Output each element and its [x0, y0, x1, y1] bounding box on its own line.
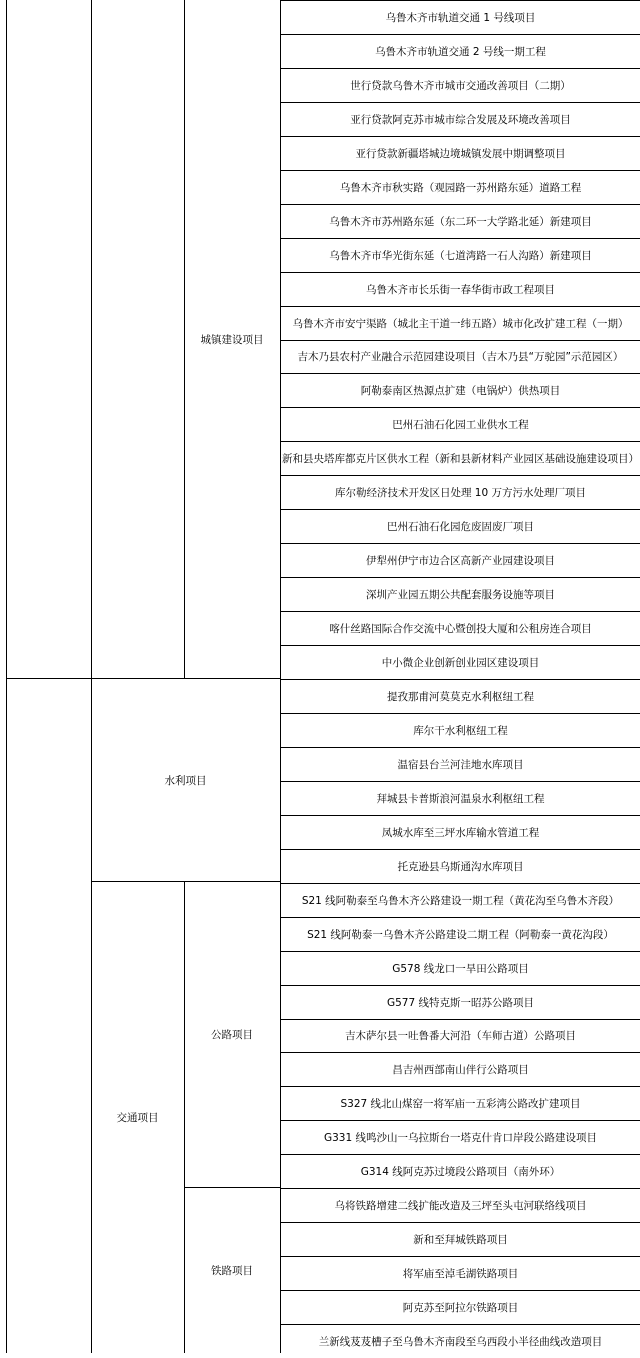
column-divider [91, 0, 92, 1353]
project-row: 中小微企业创新创业园区建设项目 [381, 657, 540, 670]
column-divider [184, 0, 185, 678]
project-row: 阿克苏至阿拉尔铁路项目 [402, 1302, 519, 1315]
section-divider [184, 1187, 280, 1188]
section-divider [6, 678, 280, 679]
row-divider [280, 815, 640, 816]
project-row: 拜城县卡普斯浪河温泉水利枢纽工程 [376, 792, 545, 805]
row-divider [280, 1052, 640, 1053]
row-divider [280, 1222, 640, 1223]
row-divider [280, 102, 640, 103]
row-divider [280, 849, 640, 850]
row-divider [280, 1019, 640, 1020]
row-divider [280, 34, 640, 35]
project-row: 凤城水库至三坪水库输水管道工程 [381, 826, 540, 839]
row-divider [280, 679, 640, 680]
project-row: 吉木乃县农村产业融合示范园建设项目（吉木乃县“万驼园”示范园区） [297, 351, 624, 364]
row-divider [280, 747, 640, 748]
project-row: 兰新线芨芨槽子至乌鲁木齐南段至乌西段小半径曲线改造项目 [318, 1336, 603, 1349]
project-row: 亚行贷款阿克苏市城市综合发展及环境改善项目 [350, 113, 571, 126]
category-road: 公路项目 [211, 1029, 253, 1041]
section-divider [91, 881, 280, 882]
project-row: 阿勒泰南区热源点扩建（电锅炉）供热项目 [360, 385, 561, 398]
column-divider [6, 0, 7, 1353]
row-divider [280, 204, 640, 205]
project-row: G578 线龙口一旱田公路项目 [392, 962, 529, 975]
row-divider [280, 136, 640, 137]
project-row: 温宿县台兰河洼地水库项目 [397, 758, 524, 771]
project-row: 乌鲁木齐市长乐街一春华街市政工程项目 [366, 283, 555, 296]
row-divider [280, 1324, 640, 1325]
row-divider [280, 170, 640, 171]
project-row: G331 线鸣沙山一乌拉斯台一塔克什肯口岸段公路建设项目 [323, 1132, 597, 1145]
column-divider [280, 0, 281, 1353]
row-divider [280, 306, 640, 307]
project-row: 库尔干水利枢纽工程 [413, 724, 508, 737]
project-row: 亚行贷款新疆塔城边境城镇发展中期调整项目 [355, 147, 566, 160]
project-row: 乌鲁木齐市华光街东延（七道湾路一石人沟路）新建项目 [329, 249, 592, 262]
row-divider [280, 1154, 640, 1155]
row-divider [280, 543, 640, 544]
row-divider [280, 407, 640, 408]
project-row: G314 线阿克苏过境段公路项目（南外环） [360, 1166, 561, 1179]
project-row: 伊犁州伊宁市边合区高新产业园建设项目 [366, 555, 555, 568]
row-divider [280, 238, 640, 239]
row-divider [280, 951, 640, 952]
row-divider [280, 611, 640, 612]
project-row: 提孜那甫河莫莫克水利枢纽工程 [387, 690, 534, 703]
row-divider [280, 985, 640, 986]
project-row: 昌吉州西部南山伴行公路项目 [392, 1064, 529, 1077]
category-transport: 交通项目 [116, 1112, 159, 1124]
row-divider [280, 509, 640, 510]
project-row: 新和至拜城铁路项目 [413, 1234, 508, 1247]
project-row: 乌鲁木齐市轨道交通 1 号线项目 [385, 11, 536, 24]
project-row: 托克逊县乌斯通沟水库项目 [397, 860, 524, 873]
project-row: 乌鲁木齐市轨道交通 2 号线一期工程 [375, 45, 546, 58]
row-divider [280, 1120, 640, 1121]
category-rail: 铁路项目 [211, 1265, 253, 1277]
row-divider [280, 645, 640, 646]
row-divider [280, 713, 640, 714]
project-row: 乌鲁木齐市秋实路（观园路一苏州路东延）道路工程 [339, 181, 582, 194]
row-divider [280, 272, 640, 273]
project-row: S21 线阿勒泰至乌鲁木齐公路建设一期工程（黄花沟至乌鲁木齐段） [301, 894, 620, 907]
project-row: 乌将铁路增建二线扩能改造及三坪至头屯河联络线项目 [334, 1200, 587, 1213]
row-divider [280, 781, 640, 782]
row-divider [280, 373, 640, 374]
category-water: 水利项目 [164, 774, 207, 787]
project-row: S327 线北山煤窑一将军庙一五彩湾公路改扩建项目 [340, 1098, 581, 1111]
column-divider [184, 882, 185, 1353]
project-row: 乌鲁木齐市安宁渠路（城北主干道一纬五路）城市化改扩建工程（一期） [292, 317, 629, 330]
project-row: 深圳产业园五期公共配套服务设施等项目 [366, 589, 555, 602]
row-divider [280, 1256, 640, 1257]
project-row: 乌鲁木齐市苏州路东延（东二环一大学路北延）新建项目 [329, 215, 592, 228]
row-divider [280, 1290, 640, 1291]
project-row: 巴州石油石化园危废固废厂项目 [387, 521, 534, 534]
row-divider [280, 1086, 640, 1087]
row-divider [280, 441, 640, 442]
category-urban-construction: 城镇建设项目 [200, 333, 264, 346]
project-row: S21 线阿勒泰一乌鲁木齐公路建设二期工程（阿勒泰一黄花沟段） [307, 928, 614, 941]
project-row: 吉木萨尔县一吐鲁番大河沿（车师古道）公路项目 [345, 1030, 576, 1043]
top-border [280, 0, 640, 1]
row-divider [280, 577, 640, 578]
row-divider [280, 883, 640, 884]
project-row: G577 线特克斯一昭苏公路项目 [386, 996, 534, 1009]
row-divider [280, 68, 640, 69]
project-row: 巴州石油石化园工业供水工程 [392, 419, 529, 432]
project-row: 世行贷款乌鲁木齐市城市交通改善项目（二期） [350, 79, 571, 92]
project-row: 喀什丝路国际合作交流中心暨创投大厦和公租房连合项目 [329, 623, 592, 636]
row-divider [280, 917, 640, 918]
row-divider [280, 475, 640, 476]
row-divider [280, 340, 640, 341]
project-row: 将军庙至淖毛湖铁路项目 [402, 1268, 519, 1281]
row-divider [280, 1188, 640, 1189]
project-row: 新和县央塔库都克片区供水工程（新和县新材料产业园区基础设施建设项目） [282, 453, 639, 466]
project-row: 库尔勒经济技术开发区日处理 10 万方污水处理厂项目 [334, 487, 587, 500]
